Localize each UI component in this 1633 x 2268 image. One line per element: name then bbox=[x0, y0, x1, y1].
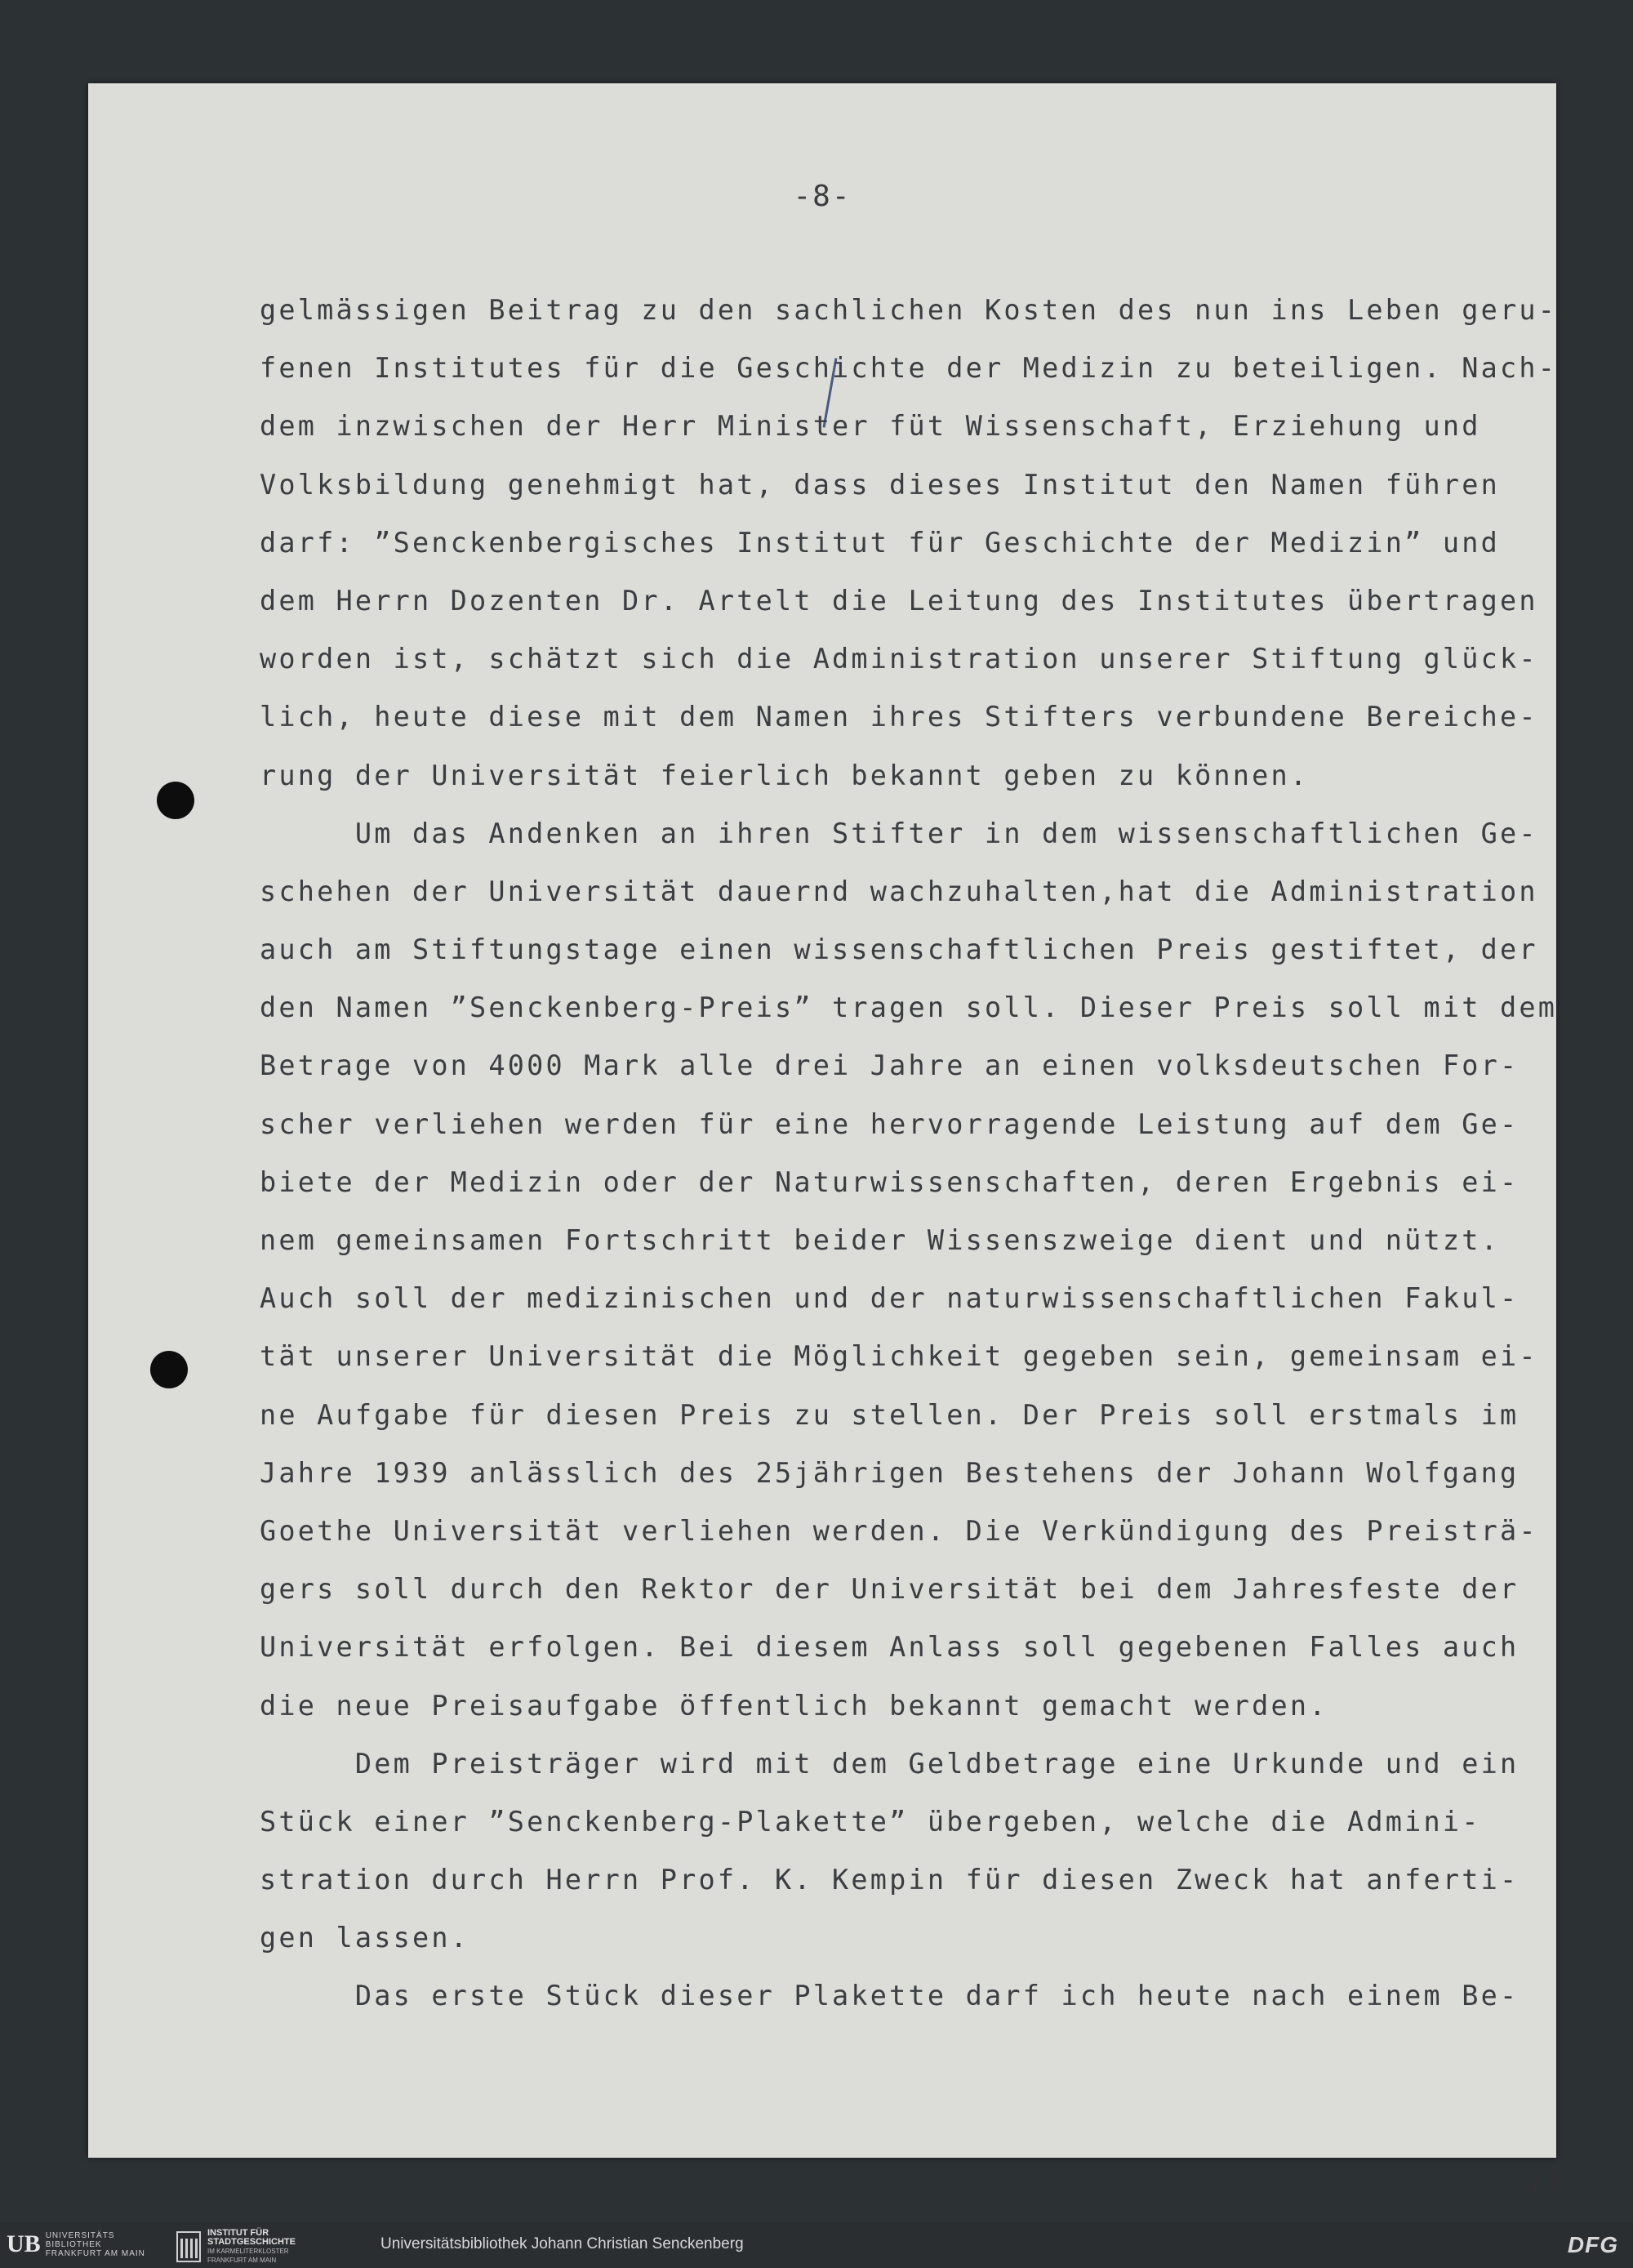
text-line: ne Aufgabe für diesen Preis zu stellen. Der Preis soll erstmals im bbox=[260, 1398, 1520, 1431]
punch-hole bbox=[157, 782, 194, 819]
text-line: gen lassen. bbox=[260, 1922, 470, 1954]
ub-logo-text bbox=[46, 2231, 145, 2258]
text-line: scher verliehen werden für eine hervorragende Leistung auf dem Ge- bbox=[260, 1107, 1520, 1140]
text-line: Um das Andenken an ihren Stifter in dem wissenschaftlichen Ge- bbox=[260, 817, 1538, 849]
text-line: Betrage von 4000 Mark alle drei Jahre an einen volksdeutschen For- bbox=[260, 1049, 1520, 1082]
isg-logo[interactable] bbox=[176, 2229, 296, 2265]
text-line: Jahre 1939 anlässlich des 25jährigen Bestehens der Johann Wolfgang bbox=[260, 1456, 1520, 1489]
isg-sub-line: IM KARMELITERKLOSTER bbox=[207, 2248, 289, 2255]
dfg-logo[interactable]: DFG bbox=[1567, 2232, 1618, 2257]
text-line: Stück einer ”Senckenberg-Plakette” übergeben, welche die Admini- bbox=[260, 1805, 1481, 1838]
ub-text-line: UNIVERSITÄTS bbox=[45, 2230, 115, 2240]
document-page bbox=[88, 83, 1564, 2201]
text-line: den Namen ”Senckenberg-Preis” tragen soll. Dieser Preis soll mit dem bbox=[260, 991, 1558, 1024]
text-line: die neue Preisaufgabe öffentlich bekannt gemacht werden. bbox=[260, 1689, 1328, 1722]
text-line: nem gemeinsamen Fortschritt beider Wissenszweige dient und nützt. bbox=[260, 1224, 1500, 1256]
isg-title-line: INSTITUT FÜR bbox=[207, 2228, 269, 2238]
handwritten-folio-number: 11 bbox=[1527, 2168, 1564, 2201]
text-line: lich, heute diese mit dem Namen ihres Stifters verbundene Bereiche- bbox=[260, 701, 1538, 733]
punch-hole bbox=[150, 1351, 188, 1388]
text-line: schehen der Universität dauernd wachzuhalten,hat die Administration bbox=[260, 875, 1538, 907]
text-line: gelmässigen Beitrag zu den sachlichen Kosten des nun ins Leben geru- bbox=[260, 294, 1558, 326]
page-number: -8- bbox=[793, 180, 852, 213]
ub-logo-mark: UB bbox=[7, 2230, 41, 2257]
isg-title-line: STADTGESCHICHTE bbox=[207, 2237, 296, 2247]
text-line: tät unserer Universität die Möglichkeit gegeben sein, gemeinsam ei- bbox=[260, 1340, 1538, 1373]
text-line: Universität erfolgen. Bei diesem Anlass soll gegebenen Falles auch bbox=[260, 1631, 1520, 1664]
text-line: worden ist, schätzt sich die Administration unserer Stiftung glück- bbox=[260, 643, 1538, 675]
text-line: dem inzwischen der Herr Minister füt Wissenschaft, Erziehung und bbox=[260, 410, 1481, 443]
isg-sub-line: FRANKFURT AM MAIN bbox=[207, 2257, 277, 2264]
ub-text-line: BIBLIOTHEK bbox=[45, 2239, 102, 2249]
building-icon bbox=[176, 2231, 201, 2262]
text-line: rung der Universität feierlich bekannt geben zu können. bbox=[260, 759, 1310, 791]
text-line: Dem Preisträger wird mit dem Geldbetrage eine Urkunde und ein bbox=[260, 1747, 1520, 1780]
text-line: dem Herrn Dozenten Dr. Artelt die Leitung des Institutes übertragen bbox=[260, 584, 1538, 617]
text-line: auch am Stiftungstage einen wissenschaftlichen Preis gestiftet, der bbox=[260, 933, 1538, 966]
text-line: biete der Medizin oder der Naturwissenschaften, deren Ergebnis ei- bbox=[260, 1165, 1520, 1198]
text-line: Volksbildung genehmigt hat, dass dieses Institut den Namen führen bbox=[260, 468, 1500, 501]
text-line: gers soll durch den Rektor der Universität bei dem Jahresfeste der bbox=[260, 1573, 1520, 1606]
isg-logo-text bbox=[207, 2229, 296, 2265]
text-line: stration durch Herrn Prof. K. Kempin für diesen Zweck hat anferti- bbox=[260, 1864, 1520, 1896]
library-name[interactable]: Universitätsbibliothek Johann Christian Senckenberg bbox=[380, 2235, 744, 2252]
text-line: Goethe Universität verliehen werden. Die Verkündigung des Preisträ- bbox=[260, 1514, 1538, 1547]
viewer-footer bbox=[0, 2222, 1633, 2268]
ub-logo[interactable] bbox=[7, 2230, 145, 2258]
ub-text-line: FRANKFURT AM MAIN bbox=[45, 2248, 145, 2258]
text-line: Auch soll der medizinischen und der naturwissenschaftlichen Fakul- bbox=[260, 1282, 1520, 1315]
text-line: fenen Institutes für die Geschichte der Medizin zu beteiligen. Nach- bbox=[260, 352, 1558, 385]
typewritten-body bbox=[260, 281, 1558, 2025]
text-line: Das erste Stück dieser Plakette darf ich heute nach einem Be- bbox=[260, 1980, 1520, 2012]
text-line: darf: ”Senckenbergisches Institut für Geschichte der Medizin” und bbox=[260, 526, 1500, 559]
